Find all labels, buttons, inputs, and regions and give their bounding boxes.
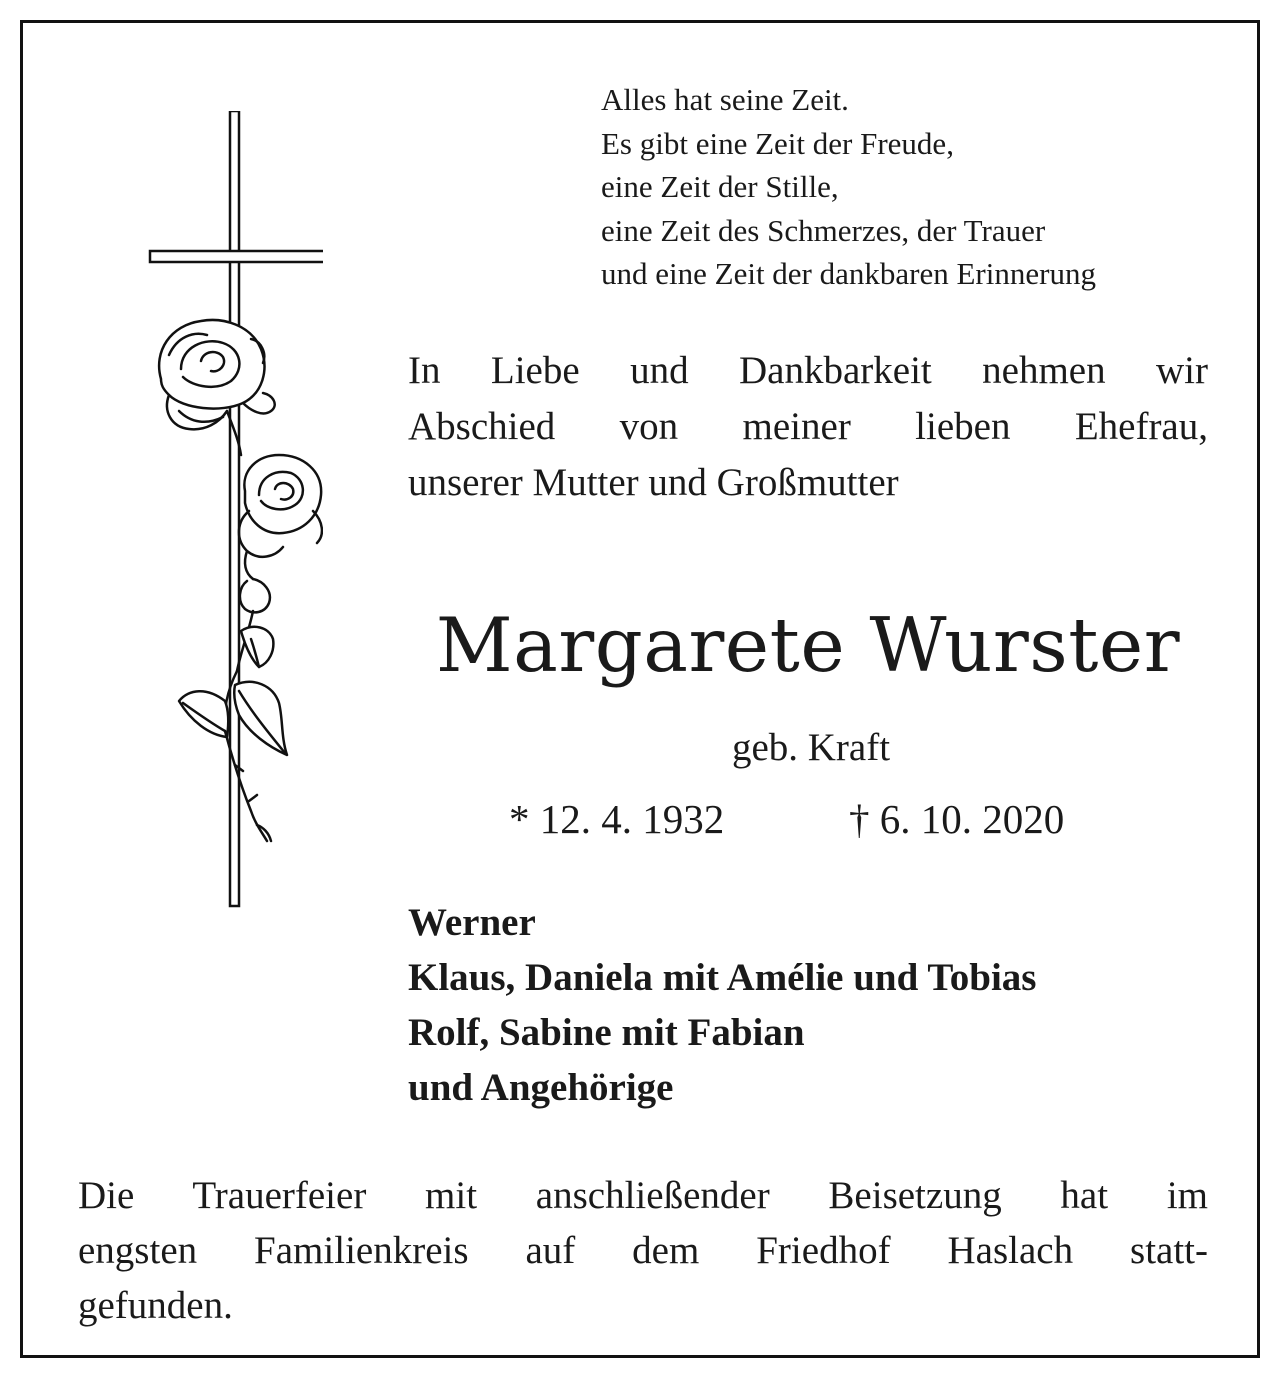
funeral-line: engsten Familienkreis auf dem Friedhof Haslach statt- — [78, 1229, 1208, 1272]
poem-line: Alles hat seine Zeit. — [601, 82, 849, 117]
poem-line: eine Zeit der Stille, — [601, 169, 839, 204]
obituary-frame — [20, 20, 1260, 1358]
intro-line: Abschied von meiner lieben Ehefrau, — [408, 405, 1208, 448]
intro-line: In Liebe und Dankbarkeit nehmen wir — [408, 349, 1208, 392]
poem — [601, 78, 1096, 296]
deceased-name: Margarete Wurster — [435, 601, 1181, 689]
funeral-line: gefunden. — [78, 1284, 233, 1327]
birth-date: * 12. 4. 1932 — [509, 796, 725, 842]
funeral-notice — [78, 1168, 1208, 1333]
death-date: † 6. 10. 2020 — [849, 796, 1065, 842]
mourners-list — [408, 895, 1036, 1115]
mourner-line: Werner — [408, 901, 536, 944]
poem-line: eine Zeit des Schmerzes, der Trauer — [601, 212, 1046, 248]
mourner-line: Klaus, Daniela mit Amélie und Tobias — [408, 956, 1037, 999]
funeral-line: Die Trauerfeier mit anschließender Beisetzung hat im — [78, 1174, 1208, 1217]
cross-with-roses-icon — [123, 111, 323, 911]
intro-text — [408, 343, 1208, 511]
mourner-line: Rolf, Sabine mit Fabian — [408, 1011, 805, 1054]
mourner-line: und Angehörige — [408, 1066, 674, 1109]
intro-line: unserer Mutter und Großmutter — [408, 461, 899, 504]
poem-line: und eine Zeit der dankbaren Erinnerung — [601, 256, 1096, 291]
maiden-name: geb. Kraft — [731, 726, 891, 769]
poem-line: Es gibt eine Zeit der Freude, — [601, 125, 954, 161]
